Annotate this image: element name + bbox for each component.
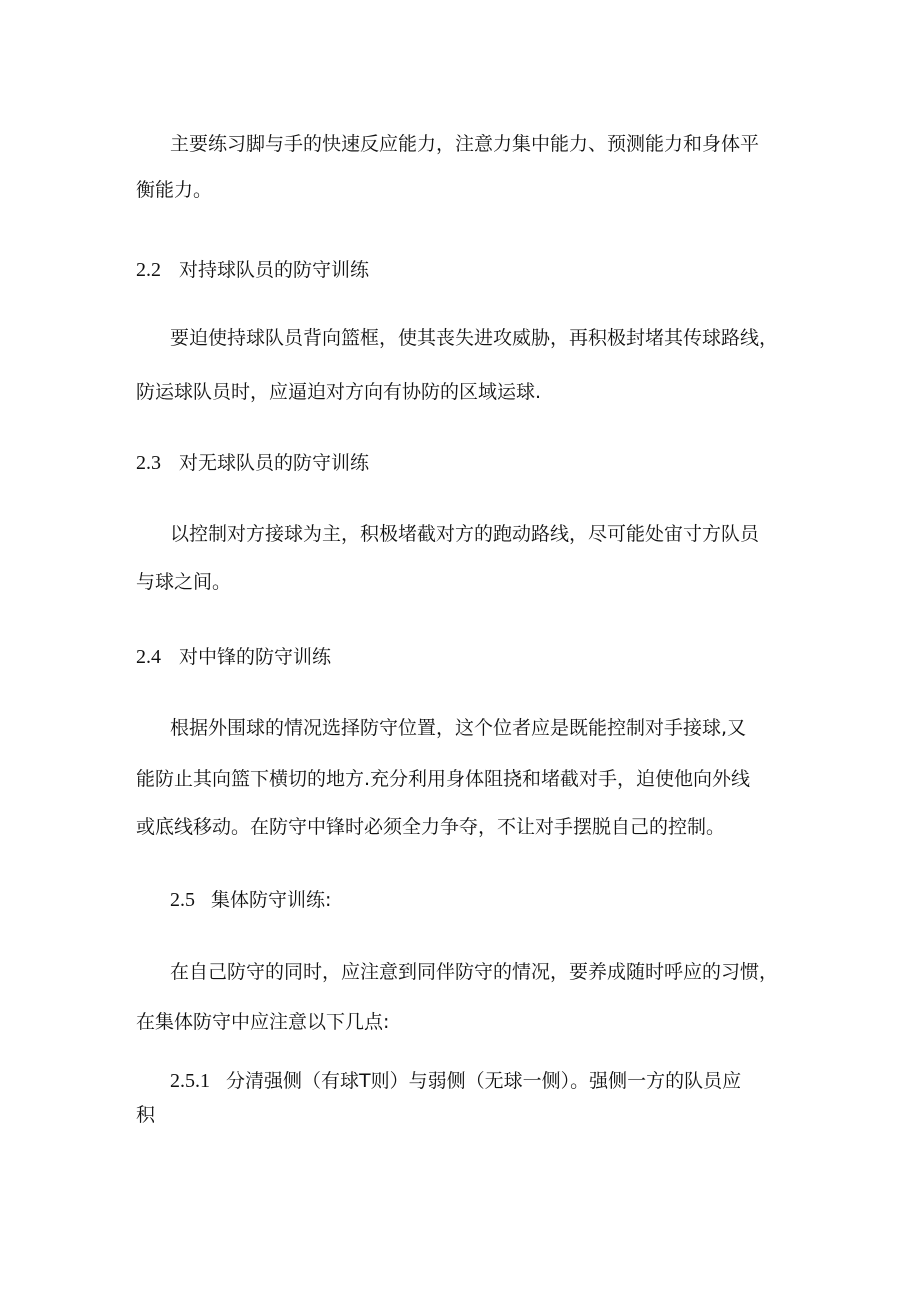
paragraph-off-ball-defense-cont [136,562,786,602]
section-2-5-1-cont [136,1095,786,1135]
paragraph-team-defense-cont [136,1002,786,1042]
section-heading-2-3 [136,443,786,483]
section-title: 对持球队员的防守训练 [179,259,370,281]
text-line: 根据外围球的情况选择防守位置，这个位者应是既能控制对手接球,又 [170,717,747,739]
section-title: 对无球队员的防守训练 [179,452,370,474]
text-line: 能防止其向篮下横切的地方.充分利用身体阻挠和堵截对手，迫使他向外线 [136,768,751,790]
paragraph-center-defense [136,708,820,748]
section-text: 分清强侧（有球T则）与弱侧（无球一侧）。强侧一方的队员应 [226,1070,742,1092]
paragraph-reaction-training [136,124,820,164]
text-line: 积 [136,1104,156,1126]
text-line: 以控制对方接球为主，积极堵截对方的跑动路线，尽可能处宙寸方队员 [170,523,760,545]
section-number: 2.5.1 [170,1070,210,1092]
section-heading-2-2 [136,250,786,290]
section-number: 2.4 [136,646,161,668]
text-line: 要迫使持球队员背向篮框，使其丧失进攻威胁，再积极封堵其传球路线， [170,327,779,349]
text-line: 在自己防守的同时，应注意到同伴防守的情况，要养成随时呼应的习惯， [170,961,779,983]
text-line: 主要练习脚与手的快速反应能力，注意力集中能力、预测能力和身体平 [170,133,760,155]
section-title: 对中锋的防守训练 [179,646,332,668]
paragraph-off-ball-defense [136,514,820,554]
paragraph-team-defense [136,952,820,992]
paragraph-center-defense-cont2 [136,807,786,847]
paragraph-reaction-training-cont [136,170,786,210]
section-title: 集体防守训练: [211,889,332,911]
section-number: 2.3 [136,452,161,474]
section-heading-2-4 [136,637,786,677]
paragraph-ball-handler-defense-cont [136,372,786,412]
paragraph-ball-handler-defense [136,318,820,358]
text-line: 与球之间。 [136,571,232,593]
section-number: 2.2 [136,259,161,281]
text-line: 或底线移动。在防守中锋时必须全力争夺，不让对手摆脱自己的控制。 [136,816,726,838]
section-heading-2-5 [136,880,820,920]
paragraph-center-defense-cont [136,759,786,799]
text-line: 在集体防守中应注意以下几点: [136,1011,390,1033]
text-line: 防运球队员时，应逼迫对方向有协防的区域运球. [136,381,542,403]
text-line: 衡能力。 [136,179,213,201]
section-number: 2.5 [170,889,195,911]
